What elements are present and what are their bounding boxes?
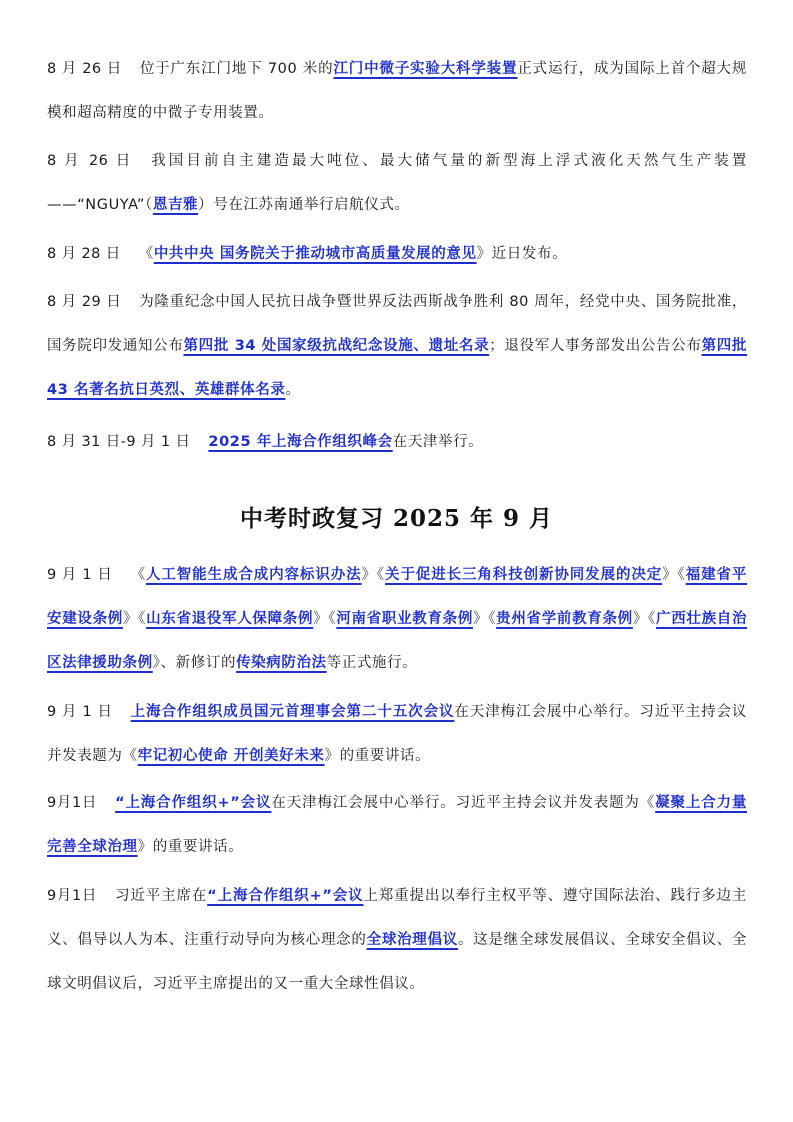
doc-link[interactable]: “上海合作组织+”会议: [115, 795, 272, 811]
doc-link[interactable]: 人工智能生成合成内容标识办法: [145, 567, 362, 583]
entry2-1: [47, 690, 747, 778]
entry-date: 9 月 1 日: [47, 704, 113, 720]
entry2-2: [47, 781, 747, 869]
doc-link[interactable]: 2025 年上海合作组织峰会: [208, 434, 393, 450]
doc-link[interactable]: 传染病防治法: [236, 655, 327, 671]
entry-text: 》的重要讲话。: [324, 748, 431, 764]
entry-text: 《: [130, 567, 146, 583]
entry-text: 》《: [632, 611, 656, 627]
doc-link[interactable]: 全球治理倡议: [366, 932, 458, 948]
entry-text: 我国目前自主建造最大吨位、最大储气量的新型海上浮式液化天然气生产装置——“NGUYA”（: [47, 153, 747, 213]
entry-text: 位于广东江门地下 700 米的: [139, 61, 334, 77]
doc-link[interactable]: 贵州省学前教育条例: [496, 611, 633, 627]
entry-1: [47, 139, 747, 227]
doc-link[interactable]: 江门中微子实验大科学装置: [333, 61, 518, 77]
doc-link[interactable]: 广西壮族自治区法律援助条例: [47, 611, 748, 671]
doc-link[interactable]: 关于促进长三角科技创新协同发展的决定: [385, 567, 663, 583]
doc-link[interactable]: 第四批 43 名著名抗日英烈、英雄群体名录: [47, 338, 747, 398]
entry-text: ）号在江苏南通举行启航仪式。: [198, 197, 410, 213]
doc-link[interactable]: “上海合作组织+”会议: [207, 888, 364, 904]
entry-0: [47, 47, 747, 135]
entry-date: 8 月 26 日: [47, 153, 134, 169]
entry-date: 8 月 29 日: [47, 294, 122, 310]
entry-text: 上郑重提出以奉行主权平等、遵守国际法治、践行多边主义、倡导以人为本、注重行动导向为核心理念的: [47, 888, 747, 948]
entry-date: 9月1日: [47, 795, 98, 811]
entry2-0: [47, 553, 747, 685]
entry-text: 》、新修订的: [152, 655, 237, 671]
doc-link[interactable]: 河南省职业教育条例: [336, 611, 474, 627]
doc-link[interactable]: 恩吉雅: [152, 197, 199, 213]
entry-text: 》的重要讲话。: [137, 839, 244, 855]
entry-text: 《: [138, 246, 154, 262]
entry-text: 等正式施行。: [326, 655, 418, 671]
entry-date: 8 月 26 日: [47, 61, 122, 77]
doc-link[interactable]: 福建省平安建设条例: [47, 567, 748, 627]
entry-2: [47, 232, 747, 276]
section-title: 中考时政复习 2025 年 9 月: [239, 505, 554, 532]
entry-3: [47, 280, 747, 412]
entry2-3: [47, 874, 747, 1006]
entry-text: 》《: [313, 611, 337, 627]
entry-text: 。这是继全球发展倡议、全球安全倡议、全球文明倡议后，习近平主席提出的又一重大全球性倡议。: [47, 932, 747, 992]
entry-text: 》近日发布。: [476, 246, 568, 262]
entry-text: 为隆重纪念中国人民抗日战争暨世界反法西斯战争胜利 80 周年，经党中央、国务院批准，国务院印发通知公布: [47, 294, 747, 354]
entry-text: 》《: [662, 567, 686, 583]
entry-text: 在天津举行。: [392, 434, 484, 450]
entry-text: 在天津梅江会展中心举行。习近平主持会议并发表题为《: [47, 704, 748, 764]
doc-link[interactable]: 牢记初心使命 开创美好未来: [137, 748, 325, 764]
doc-link[interactable]: 山东省退役军人保障条例: [146, 611, 314, 627]
entry-text: ；退役军人事务部发出公告公布: [489, 338, 702, 354]
entry-date: 9月1日: [47, 888, 98, 904]
entry-text: 》《: [361, 567, 386, 583]
entry-text: 》《: [473, 611, 497, 627]
entry-text: 习近平主席在: [115, 888, 208, 904]
doc-link[interactable]: 中共中央 国务院关于推动城市高质量发展的意见: [153, 246, 477, 262]
doc-link[interactable]: 凝聚上合力量 完善全球治理: [47, 795, 747, 855]
doc-link[interactable]: 第四批 34 处国家级抗战纪念设施、遗址名录: [183, 338, 490, 354]
doc-link[interactable]: 上海合作组织成员国元首理事会第二十五次会议: [130, 704, 455, 720]
entry-4: [47, 420, 747, 464]
entry-date: 9 月 1 日: [47, 567, 113, 583]
entry-date: 8 月 28 日: [47, 246, 121, 262]
entry-text: 》《: [122, 611, 147, 627]
entry-date: 8 月 31 日-9 月 1 日: [47, 434, 191, 450]
entry-text: 正式运行，成为国际上首个超大规模和超高精度的中微子专用装置。: [47, 61, 747, 121]
entry-text: 。: [285, 382, 301, 398]
entry-text: 在天津梅江会展中心举行。习近平主持会议并发表题为《: [271, 795, 656, 811]
